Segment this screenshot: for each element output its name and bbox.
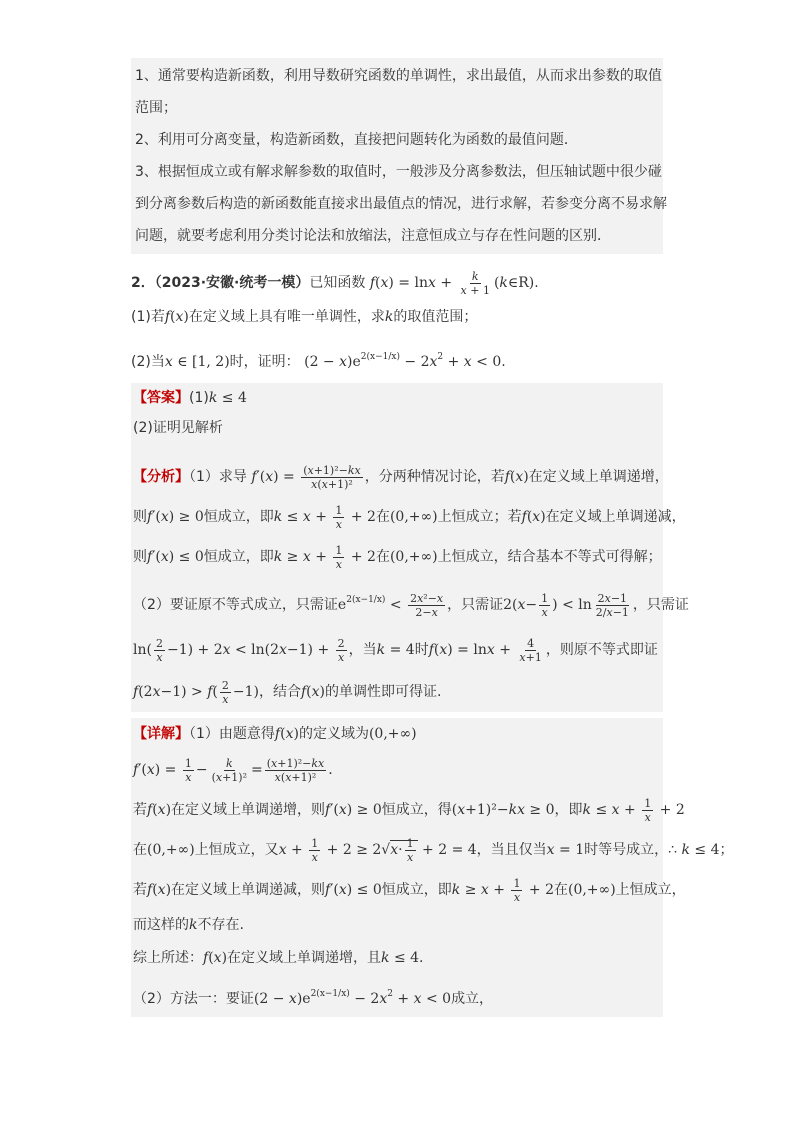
analysis-line-2: 则f′(x) ≥ 0恒成立，即k ≤ x + $\frac{1}{x}$ + 2在(0,+∞)上恒成立；若f(x)在定义域上单调递减， (133, 503, 686, 531)
analysis-t14: ，只需证 (447, 597, 504, 613)
detail-block (131, 718, 734, 1017)
analysis-t1: （1）求导 (189, 469, 247, 485)
part1-suffix: 的取值范围； (393, 309, 478, 325)
analysis-t17: 时 (414, 642, 429, 658)
analysis-t8: 在定义域上单调递减， (545, 509, 686, 525)
analysis-t19: ，结合 (258, 684, 301, 700)
detail-line-6: 而这样的k不存在. (133, 917, 244, 933)
answer-line-2: (2)证明见解析 (133, 420, 223, 436)
analysis-t11: 在 (375, 549, 390, 565)
part2-text: 时，证明： (229, 354, 300, 370)
tip-line-3: 2、利用可分离变量，构造新函数，直接把问题转化为函数的最值问题． (135, 132, 578, 148)
detail-d22: 成立， (451, 991, 494, 1007)
analysis-block (131, 457, 689, 712)
part1-prefix: (1)若 (131, 309, 165, 325)
analysis-t16: ，当 (348, 642, 377, 658)
detail-line-3: 若f(x)在定义域上单调递增，则f′(x) ≥ 0恒成立，得(x+1)²−kx ≥ 0，即k ≤ x + $\frac{1}{x}$ + 2 (133, 796, 685, 824)
detail-d1: （1）由题意得 (189, 726, 275, 742)
fraction-k-over-x-plus-1: $\frac{k}{x + 1}$ (460, 269, 490, 297)
problem-stem-text: 已知函数 (309, 275, 366, 291)
detail-line-2: f′(x) = $\frac{1}{x}$ − $\frac{k}{\text{(x+1)²}}$ = $\frac{\text{(x+1)²−kx}}{\text{x(x+1)²}}$ . (133, 756, 333, 784)
problem-number: 2． (131, 275, 155, 291)
analysis-line-3: 则f′(x) ≤ 0恒成立，即k ≥ x + $\frac{1}{x}$ + 2在(0,+∞)上恒成立，结合基本不等式可得解； (133, 543, 662, 571)
answer-block (131, 383, 663, 457)
formula-f-definition: f (369, 275, 375, 291)
detail-label: 【详解】 (133, 726, 189, 742)
detail-d8: 上恒成立，又 (194, 842, 279, 858)
answer-label: 【答案】 (133, 390, 189, 406)
analysis-line-5: ln( $\frac{2}{x}$ −1) + 2x < ln(2x−1) + $\frac{2}{x}$ ，当k = 4时f(x) = lnx + $\frac{4}{x+1}$ ，则原不等式即证 (133, 636, 658, 664)
tip-line-1: 1、通常要构造新函数，利用导数研究函数的单调性，求出最值，从而求出参数的取值 (135, 68, 662, 84)
problem-source: （2023·安徽·统考一模） (154, 275, 310, 291)
tip-box (131, 58, 667, 254)
tip-line-4: 3、根据恒成立或有解求解参数的取值时，一般涉及分离参数法，但压轴试题中很少碰 (135, 164, 662, 180)
detail-d9: ，当且仅当 (476, 842, 547, 858)
part2-prefix: (2)当 (131, 354, 165, 370)
detail-d4: 在定义域上单调递增，则 (171, 802, 326, 818)
analysis-t10: 恒成立，即 (203, 549, 274, 565)
detail-line-8: （2）方法一：要证$(2 - x)e^{2(x-1/x)} - 2x^2 + x < 0$成立， (133, 989, 494, 1007)
analysis-t20: 的单调性即可得证. (325, 684, 442, 700)
detail-d11: ； (719, 842, 734, 858)
analysis-t2: ，分两种情况讨论，若 (364, 469, 505, 485)
detail-d3: 若 (133, 802, 147, 818)
detail-d14: 恒成立，即 (381, 882, 452, 898)
detail-d15: 在 (553, 882, 568, 898)
detail-d10: 时等号成立， (584, 842, 669, 858)
analysis-t4: 则 (133, 509, 147, 525)
analysis-t18: ，则原不等式即证 (545, 642, 658, 658)
analysis-t5: 恒成立，即 (203, 509, 274, 525)
tip-line-5: 到分离参数后构造的新函数能直接求出最值点的情况，进行求解，若参变分离不易求解 (135, 196, 667, 212)
problem-part-2: (2)当x ∈ [1, 2)时，证明： $(2 - x)e^{2(x-1/x)} - 2x^2 + x < 0$. (131, 352, 506, 370)
detail-line-5: 若f(x)在定义域上单调递减，则f′(x) ≤ 0恒成立，即k ≥ x + $\frac{1}{x}$ + 2在(0,+∞)上恒成立， (133, 876, 686, 904)
detail-d2: 的定义域为 (298, 726, 369, 742)
detail-line-7: 综上所述：f(x)在定义域上单调递增，且k ≤ 4. (133, 950, 424, 966)
detail-d21: （2）方法一：要证 (133, 991, 254, 1007)
answer-part1: (1) (189, 390, 209, 406)
page-content (131, 58, 734, 1017)
answer-line-1: 【答案】(1)k ≤ 4 (133, 390, 247, 406)
analysis-t3: 在定义域上单调递增， (528, 469, 669, 485)
detail-line-1: 【详解】（1）由题意得f(x)的定义域为(0,+∞) (133, 726, 417, 742)
analysis-t13: （2）要证原不等式成立，只需证 (133, 597, 338, 613)
detail-line-4: 在(0,+∞)上恒成立，又x + $\frac{1}{x}$ + 2 ≥ 2√x· $\frac{1}{x}$ + 2 = 4，当且仅当x = 1时等号成立，∴ k ≤ 4； (133, 836, 734, 864)
detail-d19: 综上所述： (133, 950, 203, 966)
detail-d17: 而这样的 (133, 917, 189, 933)
tip-line-2: 范围； (135, 100, 177, 116)
analysis-t15: ，只需证 (632, 597, 689, 613)
analysis-t9: 则 (133, 549, 147, 565)
analysis-line-6: f(2x−1) > f( $\frac{2}{x}$ −1)，结合f(x)的单调性即可得证. (133, 678, 442, 706)
analysis-t6: 在 (375, 509, 390, 525)
detail-d13: 在定义域上单调递减，则 (171, 882, 326, 898)
part1-text: 在定义域上具有唯一单调性，求 (188, 309, 385, 325)
analysis-t12: 上恒成立，结合基本不等式可得解； (437, 549, 662, 565)
detail-d18: 不存在. (197, 917, 244, 933)
analysis-t7: 上恒成立；若 (437, 509, 522, 525)
detail-d7: 在 (133, 842, 147, 858)
analysis-line-1: 【分析】（1）求导 f′(x) = $\frac{\text{(x+1)²−kx}}{\text{x(x+1)²}}$ ，分两种情况讨论，若f(x)在定义域上单调递增， (133, 463, 669, 491)
detail-d20: 在定义域上单调递增，且 (227, 950, 382, 966)
detail-d6: ，即 (554, 802, 583, 818)
tip-line-6: 问题，就要考虑利用分类讨论法和放缩法，注意恒成立与存在性问题的区别． (135, 228, 611, 244)
detail-d5: 恒成立，得 (381, 802, 452, 818)
detail-d12: 若 (133, 882, 147, 898)
analysis-label: 【分析】 (133, 469, 189, 485)
detail-d16: 上恒成立， (615, 882, 686, 898)
problem-stem: 2．（2023·安徽·统考一模）已知函数 f(x) = lnx + $\frac{k}{x + 1}$ (k∈R). (131, 269, 539, 297)
problem-part-1: (1)若f(x)在定义域上具有唯一单调性，求k的取值范围； (131, 309, 478, 325)
analysis-line-4: （2）要证原不等式成立，只需证$e^{2(x-1/x)}$ < $\frac{\text{2x²−x}}{2-x}$ ，只需证2(x− $\frac{1}{x}$ ) < ln $\frac{2x-1}{2/x-1}$ ，只需证 (133, 591, 689, 619)
